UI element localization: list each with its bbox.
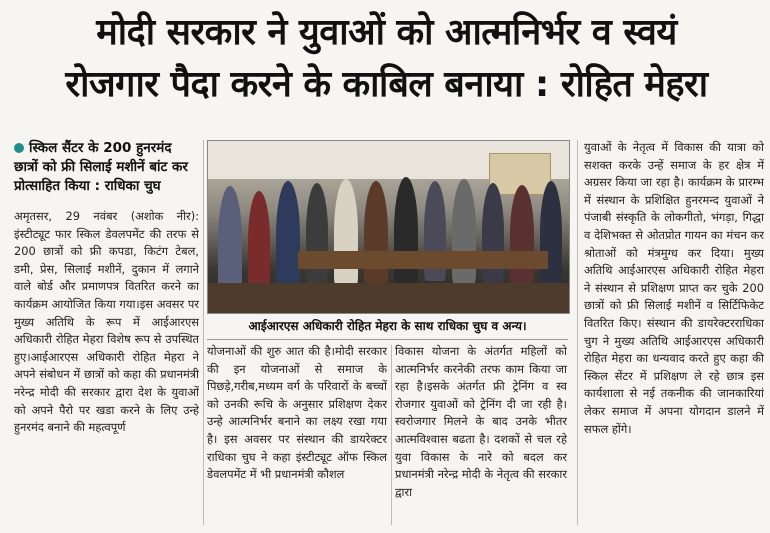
headline-line-1: मोदी सरकार ने युवाओं को आत्मनिर्भर व स्वयं <box>96 12 677 53</box>
column-divider <box>577 140 578 525</box>
photo-table <box>298 251 548 269</box>
photo-person <box>394 177 418 287</box>
headline-line-2: रोजगार पैदा करने के काबिल बनाया : रोहित मेहरा <box>65 64 708 105</box>
subheadline <box>14 139 199 196</box>
article-column-4 <box>584 139 764 529</box>
photo-person <box>364 181 388 286</box>
column-divider <box>203 140 204 525</box>
subheadline-text: स्किल सैंटर के 200 हुनरमंद छात्रों को फ्री सिलाई मशीनें बांट कर प्रोत्साहित किया : राधिका चुघ <box>14 140 188 194</box>
column-3-text: विकास योजना के अंतर्गत महिलों को आत्मनिर्भर करनेकी तरफ काम किया जा रहा है।इसके अंतर्गत फ्री ट्रेनिंग व स्व रोजगार युवाओं को ट्रेनिंग दी जा रही है। स्वरोजगार मिलने के बाद उनके भीतर आत्मविश्वास बढता है। दशकों से चल रहे युवा विकास के नारे को बदल कर प्रधानमंत्री नरेन्द्र मोदी के नेतृत्व की सरकार द्वारा <box>395 344 567 499</box>
column-2-text: योजनाओं की शुरु आत की है।मोदी सरकार की इन योजनाओं से समाज के पिछड़े,गरीब,मध्यम वर्ग के परिवारों के बच्चों को उनकी रूचि के अनुसार प्रशिक्षण देकर उन्हे आत्मनिर्भर बनाने का लक्ष्य रखा गया है। इस अवसर पर संस्थान की डायरेक्टर राधिका चुघ ने कहा इंस्टीट्यूट ऑफ स्किल डेवलपमेंट में भी प्रधानमंत्री कौशल <box>207 344 387 482</box>
news-photo <box>207 140 570 314</box>
photo-person <box>276 181 300 291</box>
photo-person <box>540 181 562 285</box>
photo-person <box>510 185 534 285</box>
photo-person <box>248 191 270 291</box>
column-divider <box>391 345 392 525</box>
article-column-2 <box>207 343 387 523</box>
photo-person <box>218 186 242 296</box>
photo-caption: आईआरएस अधिकारी रोहित मेहरा के साथ राधिका चुघ व अन्य। <box>207 313 568 340</box>
article-column-3 <box>395 343 567 523</box>
column-1-text: अमृतसर, 29 नवंबर (अशोक नीर): इंस्टीट्यूट फार स्किल डेवलपमेंट की तरफ से 200 छात्रों को फ्री कपडा, किटंग टेबल, डमी, प्रेस, सिलाई मशीनें, दुकान में लगाने वाले बोर्ड और प्रमाणपत्र वितरित करने का कार्यक्रम आयोजित किया गया।इस अवसर पर मुख्य अतिथि के रूप में आईआरएस अधिकारी रोहित मेहरा विशेष रूप से उपस्थित हुए।आईआरएस अधिकारी रोहित मेहरा ने अपने संबोधन में छात्रों को कहा की प्रधानमंत्री नरेन्द्र मोदी की सरकार द्वारा देश के युवाओं को अपने पैरो पर खडा करने के लिए उन्हे हुनरमंद बनाने की महत्वपूर्ण <box>14 209 199 435</box>
article-column-1 <box>14 208 199 528</box>
photo-person <box>334 179 358 287</box>
column-4-text: युवाओं के नेतृत्व में विकास की यात्रा को सशक्त करके उन्हें समाज के हर क्षेत्र में अग्रसर किया जा रहा है। कार्यक्रम के प्रारम्भ में संस्थान के प्रशिक्षित हुनरमन्द युवाओं ने पंजाबी संस्कृति के लोकगीतो, भंगड़ा, गिद्धा व देशिभक्त से ओतप्रोत गायन का मंचन कर श्रोताओं को मंत्रमुग्ध कर दिया। मुख्य अतिथि आईआरएस अधिकारी रोहित मेहरा ने संस्थान से प्रशिक्षण प्राप्त कर चुके 200 छात्रों को फ्री सिलाई मशीनें व सिर्टिफिकेट वितरित किए। संस्थान की डायरेक्टरराधिका चुग ने मुख्य अतिथि आईआरएस अधिकारी रोहित मेहरा का धन्यवाद करते हुए कहा की स्किल सेंटर में प्रशिक्षण ले रहे छात्र इस कार्यशाला से नई तकनीक की जानकारियां लेकर समाज में अपना योगदान डालने में सफल होंगे। <box>584 140 764 436</box>
photo-floor <box>208 283 569 313</box>
bullet-icon <box>14 143 24 153</box>
